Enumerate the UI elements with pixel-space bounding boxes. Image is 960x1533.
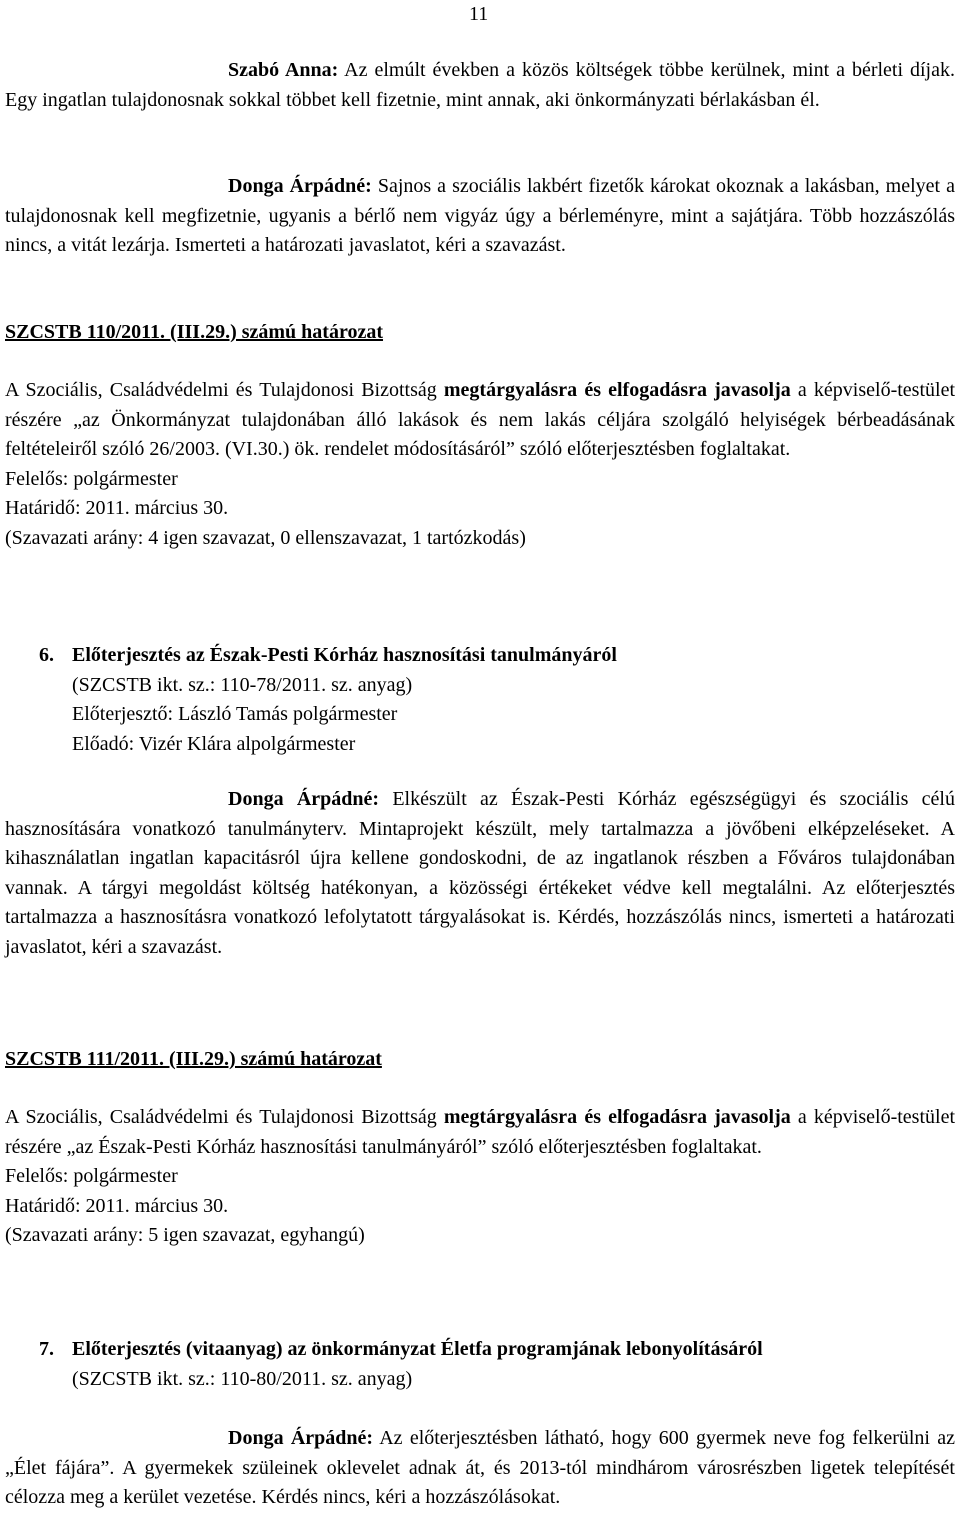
paragraph-text: Az előterjesztésben látható, hogy 600 gyermek neve fog felkerülni az „Élet fájára”. A gyermekek szüleinek oklevelet adnak át, és 2013-tól mindhárom városrészben ligetek telepítését célozza meg a kerület vezetése. Kérdés nincs, kéri a hozzászólásokat.	[5, 1427, 955, 1508]
resolution-vote: (Szavazati arány: 5 igen szavazat, egyhangú)	[5, 1224, 365, 1246]
resolution-title: SZCSTB 110/2011. (III.29.) számú határozat	[5, 321, 384, 343]
resolution-lead: A Szociális, Családvédelmi és Tulajdonosi Bizottság	[5, 379, 444, 401]
paragraph-donga-2	[5, 785, 955, 962]
paragraph-text: Sajnos a szociális lakbért fizetők károkat okoznak a lakásban, melyet a tulajdonosnak kell megfizetnie, ugyanis a bérlő nem vigyáz úgy a bérleményre, mint a sajátjára. Több hozzászólás nincs, a vitát lezárja. Ismerteti a határozati javaslatot, kéri a szavazást.	[5, 175, 955, 256]
agenda-item-7	[39, 1335, 960, 1394]
resolution-vote: (Szavazati arány: 4 igen szavazat, 0 ellenszavazat, 1 tartózkodás)	[5, 526, 526, 549]
paragraph-text: Elkészült az Észak-Pesti Kórház egészségügyi és szociális célú hasznosítására vonatkozó tanulmányterv. Mintaprojekt készült, mely tartalmazza a jövőbeni elképzeléseket. A kihasználatlan ingatlan kapacitásról újra kellene gondoskodni, de az ingatlanok részben a Főváros tulajdonában vannak. A tárgyi megoldást költség hatékonyan, a közösségi értékeket védve kell megtalálni. Az előterjesztés tartalmazza a hasznosításra vonatkozó lefolytatott tárgyalásokat is. Kérdés, hozzászólás nincs, ismerteti a határozati javaslatot, kéri a szavazást.	[5, 788, 955, 958]
speaker-name: Donga Árpádné:	[228, 1427, 374, 1449]
page-number: 11	[469, 3, 489, 25]
resolution-responsible: Felelős: polgármester	[5, 467, 178, 490]
paragraph-donga-3	[5, 1424, 955, 1513]
agenda-number: 7.	[39, 1338, 54, 1360]
paragraph-szabo-anna	[5, 56, 955, 115]
speaker-name: Donga Árpádné:	[228, 788, 380, 810]
resolution-body	[5, 376, 955, 553]
agenda-item-6	[39, 641, 960, 759]
resolution-title: SZCSTB 111/2011. (III.29.) számú határozat	[5, 1048, 382, 1070]
speaker-name: Donga Árpádné:	[228, 175, 372, 197]
agenda-number: 6.	[39, 644, 54, 666]
resolution-bold-phrase: megtárgyalásra és elfogadásra javasolja	[443, 1106, 791, 1128]
speaker-name: Szabó Anna:	[228, 59, 339, 81]
resolution-lead: A Szociális, Családvédelmi és Tulajdonosi Bizottság	[5, 1106, 444, 1128]
resolution-deadline: Határidő: 2011. március 30.	[5, 1194, 229, 1217]
resolution-responsible: Felelős: polgármester	[5, 1165, 178, 1187]
resolution-deadline: Határidő: 2011. március 30.	[5, 497, 229, 519]
agenda-title: Előterjesztés az Észak-Pesti Kórház hasznosítási tanulmányáról	[72, 644, 617, 666]
agenda-presenter: Előterjesztő: László Tamás polgármester	[72, 703, 398, 725]
resolution-text: a képviselő-testület részére „az Önkormányzat tulajdonában álló lakások és nem lakás céljára szolgáló helyiségek bérbeadásának feltételeiről szóló 26/2003. (VI.30.) ök. rendelet módosításáról” szóló előterjesztésben foglaltakat.	[5, 379, 955, 460]
resolution-text: a képviselő-testület részére „az Észak-Pesti Kórház hasznosítási tanulmányáról” szóló előterjesztésben foglaltakat.	[5, 1106, 955, 1158]
agenda-title: Előterjesztés (vitaanyag) az önkormányzat Életfa programjának lebonyolításáról	[72, 1338, 763, 1360]
resolution-bold-phrase: megtárgyalásra és elfogadásra javasolja	[443, 379, 791, 401]
resolution-body	[5, 1103, 955, 1251]
agenda-reference: (SZCSTB ikt. sz.: 110-78/2011. sz. anyag)	[72, 673, 413, 696]
paragraph-donga-1	[5, 172, 955, 261]
agenda-reference: (SZCSTB ikt. sz.: 110-80/2011. sz. anyag)	[72, 1367, 413, 1390]
agenda-speaker: Előadó: Vizér Klára alpolgármester	[72, 732, 356, 755]
paragraph-text: Az elmúlt években a közös költségek többe kerülnek, mint a bérleti díjak. Egy ingatlan tulajdonosnak sokkal többet kell fizetnie, mint annak, aki önkormányzati bérlakásban él.	[5, 59, 955, 111]
